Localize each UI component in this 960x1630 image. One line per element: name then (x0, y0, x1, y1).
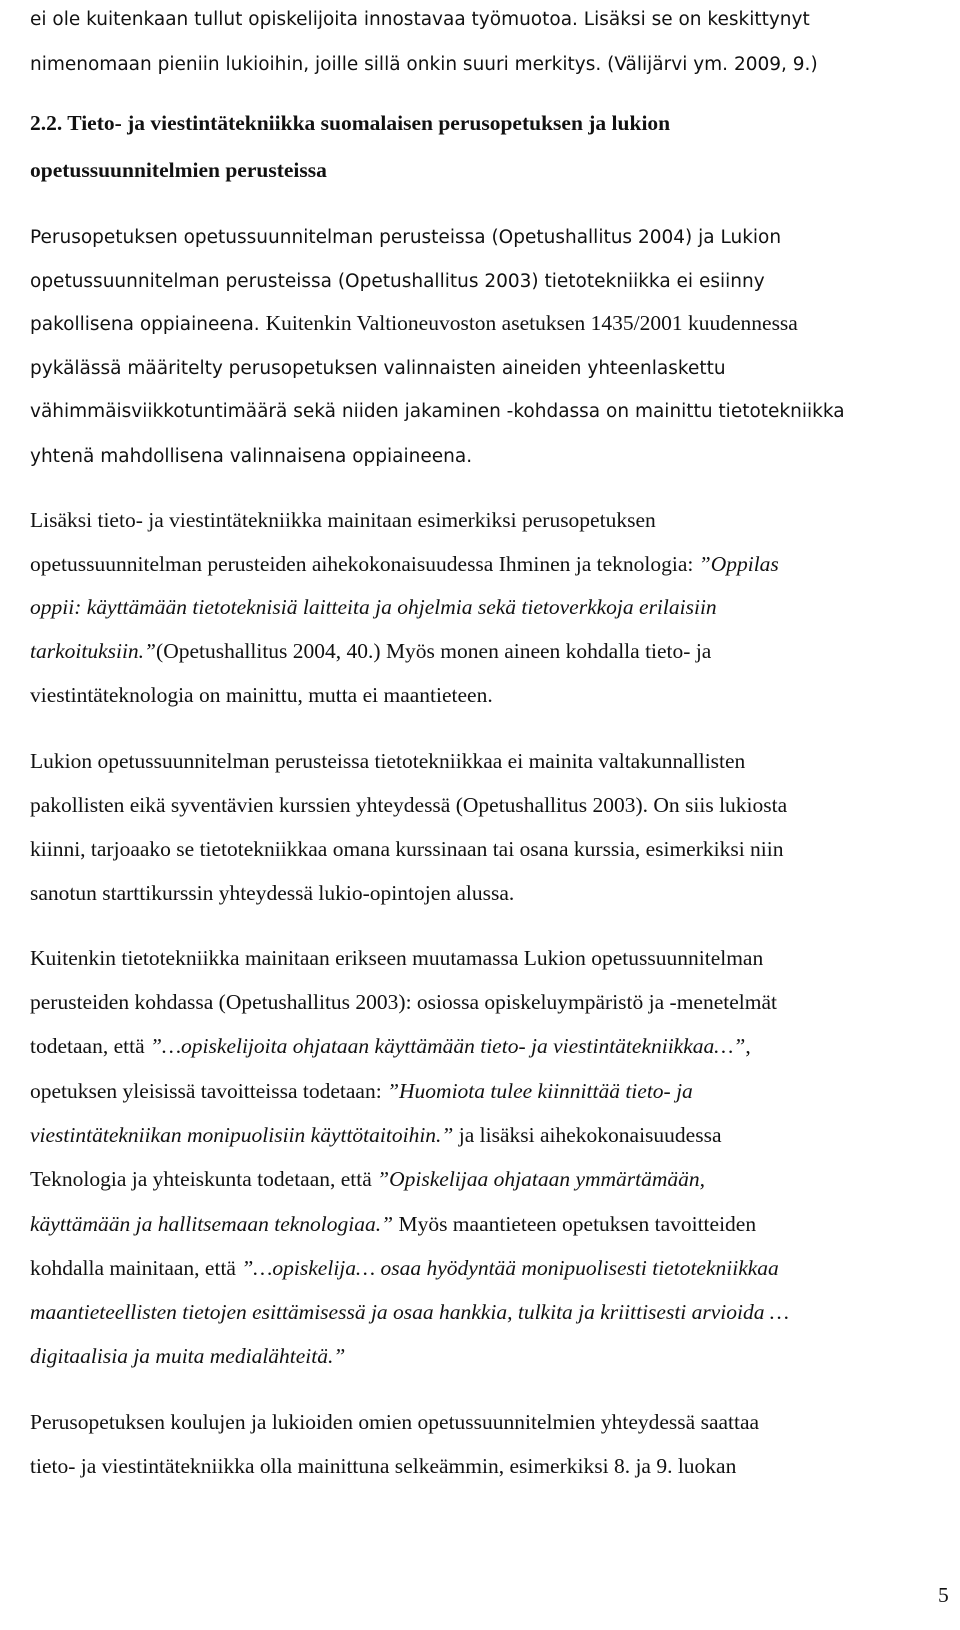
text-line (30, 554, 779, 576)
text-line (30, 270, 765, 292)
text-segment: ja lisäksi aihekokonaisuudessa (453, 1123, 722, 1147)
text-segment: ”Oppilas (698, 552, 779, 576)
text-line (30, 445, 472, 467)
text-line (30, 992, 777, 1014)
text-segment: todetaan, että (30, 1034, 150, 1058)
text-segment: Lisäksi tieto- ja viestintätekniikka mainitaan esimerkiksi perusopetuksen (30, 508, 656, 532)
text-line (30, 53, 818, 75)
text-segment: (Opetushallitus 2004, 40.) Myös monen aineen kohdalla tieto- ja (156, 639, 712, 663)
text-line (30, 1214, 756, 1236)
text-segment: sanotun starttikurssin yhteydessä lukio-opintojen alussa. (30, 881, 515, 905)
text-segment: vähimmäisviikkotuntimäärä sekä niiden jakaminen -kohdassa on mainittu tietotekniikka (30, 401, 845, 422)
text-segment: , (745, 1034, 751, 1058)
text-line (30, 226, 781, 248)
text-line (30, 948, 763, 970)
text-segment: käyttämään ja hallitsemaan teknologiaa.” (30, 1212, 394, 1236)
text-segment: opetussuunnitelman perusteiden aihekokonaisuudessa Ihminen ja teknologia: (30, 552, 699, 576)
text-line (30, 883, 514, 905)
text-segment: ”Opiskelijaa ohjataan ymmärtämään, (377, 1167, 706, 1191)
text-line (30, 641, 711, 663)
text-line (30, 1081, 693, 1103)
text-line (30, 751, 745, 773)
text-line (30, 8, 810, 30)
text-segment: tarkoituksiin.” (30, 639, 157, 663)
text-segment: Lukion opetussuunnitelman perusteissa tietotekniikkaa ei mainita valtakunnallisten (30, 749, 746, 773)
text-segment: viestintäteknologia on mainittu, mutta ei maantieteen. (30, 683, 493, 707)
text-segment: pakollisten eikä syventävien kurssien yhteydessä (Opetushallitus 2003). On siis lukiosta (30, 793, 788, 817)
text-segment: ”…opiskelija… osaa hyödyntää monipuolisesti tietotekniikkaa (241, 1256, 779, 1280)
text-line (30, 357, 726, 379)
text-line (30, 1036, 751, 1058)
text-segment: maantieteellisten tietojen esittämisessä ja osaa hankkia, tulkita ja kriittisesti arvioida … (30, 1300, 789, 1324)
text-line (30, 1346, 345, 1368)
text-segment: pykälässä määritelty perusopetuksen valinnaisten aineiden yhteenlaskettu (30, 358, 726, 379)
page-number: 5 (938, 1583, 949, 1607)
text-line (30, 795, 787, 817)
text-segment: nimenomaan pieniin lukioihin, joille sillä onkin suuri merkitys. (Välijärvi ym. 2009, 9.) (30, 54, 818, 75)
text-segment: kohdalla mainitaan, että (30, 1256, 242, 1280)
text-segment: opetussuunnitelmien perusteissa (30, 158, 327, 182)
text-line (30, 1456, 736, 1478)
text-segment: digitaalisia ja muita medialähteitä.” (30, 1344, 346, 1368)
text-line (30, 1412, 759, 1434)
text-segment: ”Huomiota tulee kiinnittää tieto- ja (387, 1079, 693, 1103)
text-segment: pakollisena oppiaineena. (30, 314, 266, 335)
text-segment: Perusopetuksen koulujen ja lukioiden omien opetussuunnitelmien yhteydessä saattaa (30, 1410, 760, 1434)
text-segment: Kuitenkin tietotekniikka mainitaan erikseen muutamassa Lukion opetussuunnitelman (30, 946, 764, 970)
text-segment: opetussuunnitelman perusteissa (Opetushallitus 2003) tietotekniikka ei esiinny (30, 271, 765, 292)
text-segment: Kuitenkin Valtioneuvoston asetuksen 1435/2001 kuudennessa (265, 311, 798, 335)
text-segment: Myös maantieteen opetuksen tavoitteiden (393, 1212, 757, 1236)
text-line (30, 400, 845, 422)
text-segment: perusteiden kohdassa (Opetushallitus 2003): osiossa opiskeluympäristö ja -menetelmät (30, 990, 777, 1014)
text-segment: ei ole kuitenkaan tullut opiskelijoita innostavaa työmuotoa. Lisäksi se on keskittynyt (30, 9, 810, 30)
section-heading-line-2 (30, 160, 327, 182)
text-segment: yhtenä mahdollisena valinnaisena oppiaineena. (30, 446, 473, 467)
text-line (30, 1169, 705, 1191)
text-segment: Perusopetuksen opetussuunnitelman perusteissa (Opetushallitus 2004) ja Lukion (30, 227, 782, 248)
text-segment: viestintätekniikan monipuolisiin käyttötaitoihin.” (30, 1123, 454, 1147)
text-line (30, 839, 784, 861)
text-segment: kiinni, tarjoaako se tietotekniikkaa omana kurssinaan tai osana kurssia, esimerkiksi niin (30, 837, 784, 861)
text-line (30, 1125, 722, 1147)
text-line (30, 313, 798, 335)
text-line (30, 510, 656, 532)
text-line (30, 1258, 779, 1280)
text-segment: tieto- ja viestintätekniikka olla mainittuna selkeämmin, esimerkiksi 8. ja 9. luokan (30, 1454, 737, 1478)
text-line (30, 1302, 789, 1324)
text-segment: opetuksen yleisissä tavoitteissa todetaan: (30, 1079, 388, 1103)
text-segment: ”…opiskelijoita ohjataan käyttämään tieto- ja viestintätekniikkaa…” (149, 1034, 746, 1058)
text-segment: oppii: käyttämään tietoteknisiä laitteita ja ohjelmia sekä tietoverkkoja erilaisiin (30, 595, 717, 619)
text-line (30, 597, 717, 619)
section-heading-line-1 (30, 113, 670, 135)
text-line (30, 685, 493, 707)
text-segment: Teknologia ja yhteiskunta todetaan, että (30, 1167, 378, 1191)
text-segment: 2.2. Tieto- ja viestintätekniikka suomalaisen perusopetuksen ja lukion (30, 111, 671, 135)
